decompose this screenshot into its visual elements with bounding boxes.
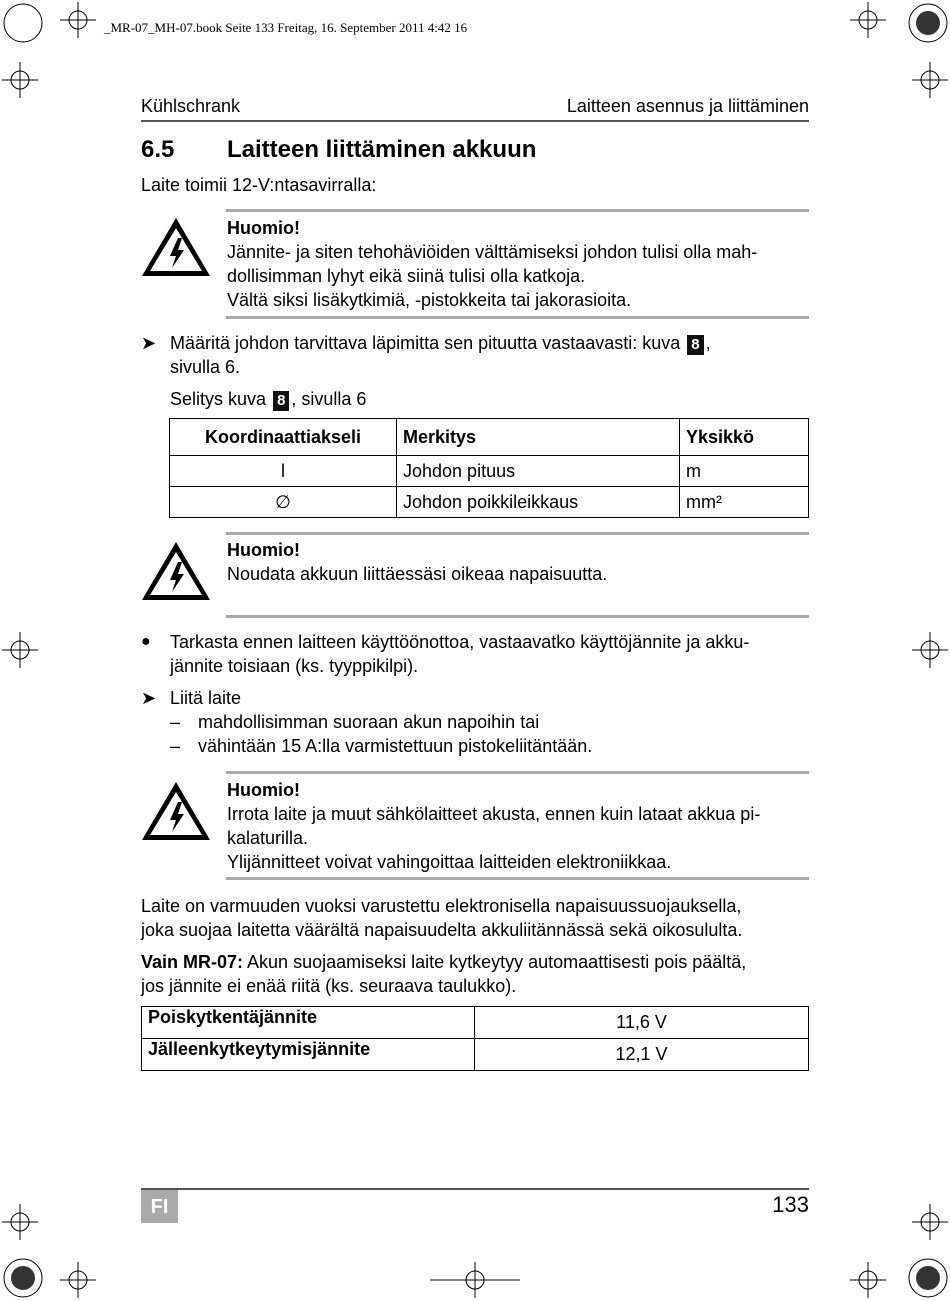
step-text: , <box>705 333 711 353</box>
table-cell: Jälleenkytkeytymisjännite <box>142 1039 475 1071</box>
table-header-row <box>170 419 809 456</box>
warning-electric-icon <box>140 780 212 842</box>
table-cell: Johdon poikkileikkaus <box>397 487 680 518</box>
note-rule <box>226 532 809 535</box>
legend-text: Selitys kuva <box>170 389 267 409</box>
paragraph <box>141 894 811 942</box>
table-row <box>142 1007 809 1039</box>
table-cell: Johdon pituus <box>397 456 680 487</box>
table-row <box>142 1039 809 1071</box>
note-title: Huomio! <box>227 780 300 800</box>
paragraph-text: joka suojaa laitetta väärältä napaisuudelta akkuliitännässä sekä oikosululta. <box>141 920 743 940</box>
bullet-marker: ● <box>141 633 151 650</box>
table-cell: l <box>170 456 397 487</box>
running-header-left: Kühlschrank <box>141 96 241 116</box>
table-row <box>170 487 809 518</box>
list-item <box>170 710 592 734</box>
note-3 <box>227 778 810 874</box>
paragraph-text: Akun suojaamiseksi laite kytkeytyy automaattisesti pois päältä, <box>243 952 747 972</box>
note-rule <box>226 316 809 319</box>
note-rule <box>226 877 809 880</box>
table-cell: Poiskytkentäjännite <box>142 1007 475 1039</box>
paragraph-bold: Vain MR-07: <box>141 952 244 972</box>
table-cell: mm² <box>680 487 809 518</box>
paragraph-text: Laite on varmuuden vuoksi varustettu elektronisella napaisuussuojauksella, <box>141 896 742 916</box>
table-cell: ∅ <box>170 487 397 518</box>
voltage-table <box>141 1006 809 1071</box>
list-item <box>170 734 592 758</box>
list-item-text: mahdollisimman suoraan akun napoihin tai <box>198 712 540 732</box>
table-cell: m <box>680 456 809 487</box>
bullet-text: jännite toisiaan (ks. tyyppikilpi). <box>170 656 419 676</box>
note-title: Huomio! <box>227 218 300 238</box>
step-marker: ➤ <box>141 333 157 353</box>
running-header-right: Laitteen asennus ja liittäminen <box>566 96 809 116</box>
note-text: Noudata akkuun liittäessäsi oikeaa napaisuutta. <box>227 564 608 584</box>
dash-marker: – <box>170 736 181 756</box>
step-2-text: Liitä laite <box>170 688 242 708</box>
note-rule <box>226 209 809 212</box>
dash-marker: – <box>170 712 181 732</box>
warning-electric-icon <box>140 216 212 278</box>
column-header: Koordinaattiakseli <box>170 419 397 456</box>
legend-caption <box>170 387 366 411</box>
step-text: Määritä johdon tarvittava läpimitta sen pituutta vastaavasti: kuva <box>170 333 681 353</box>
page-number: 133 <box>772 1192 809 1217</box>
section-heading <box>141 136 536 164</box>
column-header: Merkitys <box>397 419 680 456</box>
note-rule <box>226 771 809 774</box>
figure-badge: 8 <box>687 335 703 355</box>
note-rule <box>226 615 809 618</box>
note-text: Irrota laite ja muut sähkölaitteet akusta, ennen kuin lataat akkua pi- <box>227 804 761 824</box>
paragraph-text: jos jännite ei enää riitä (ks. seuraava taulukko). <box>141 976 517 996</box>
header-rule <box>141 120 809 122</box>
table-row <box>170 456 809 487</box>
step-text: sivulla 6. <box>170 357 241 377</box>
print-metadata: _MR-07_MH-07.book Seite 133 Freitag, 16. September 2011 4:42 16 <box>104 20 468 35</box>
note-1 <box>227 216 810 312</box>
note-text: kalaturilla. <box>227 828 309 848</box>
bullet-text: Tarkasta ennen laitteen käyttöönottoa, vastaavatko käyttöjännite ja akku- <box>170 632 750 652</box>
intro-text: Laite toimii 12-V:ntasavirralla: <box>141 175 377 195</box>
footer-rule <box>141 1188 809 1190</box>
list-item-text: vähintään 15 A:lla varmistettuun pistokeliitäntään. <box>198 736 593 756</box>
note-text: Ylijännitteet voivat vahingoittaa laitteiden elektroniikkaa. <box>227 852 672 872</box>
table-cell: 11,6 V <box>475 1007 809 1039</box>
section-number: 6.5 <box>141 136 175 163</box>
language-tab: FI <box>141 1190 178 1223</box>
bullet-item <box>170 630 810 678</box>
note-2 <box>227 538 810 586</box>
legend-table <box>169 418 809 518</box>
column-header: Yksikkö <box>680 419 809 456</box>
note-text: Vältä siksi lisäkytkimiä, -pistokkeita tai jakorasioita. <box>227 290 632 310</box>
note-text: Jännite- ja siten tehohäviöiden välttämiseksi johdon tulisi olla mah- <box>227 242 758 262</box>
note-text: dollisimman lyhyt eikä siinä tulisi olla katkoja. <box>227 266 586 286</box>
step-1 <box>170 331 810 379</box>
warning-electric-icon <box>140 540 212 602</box>
figure-badge: 8 <box>273 391 289 411</box>
table-cell: 12,1 V <box>475 1039 809 1071</box>
dash-list <box>170 710 592 758</box>
note-title: Huomio! <box>227 540 300 560</box>
step-marker: ➤ <box>141 688 157 708</box>
paragraph <box>141 950 811 998</box>
section-title: Laitteen liittäminen akkuun <box>227 136 537 163</box>
legend-text: , sivulla 6 <box>291 389 367 409</box>
